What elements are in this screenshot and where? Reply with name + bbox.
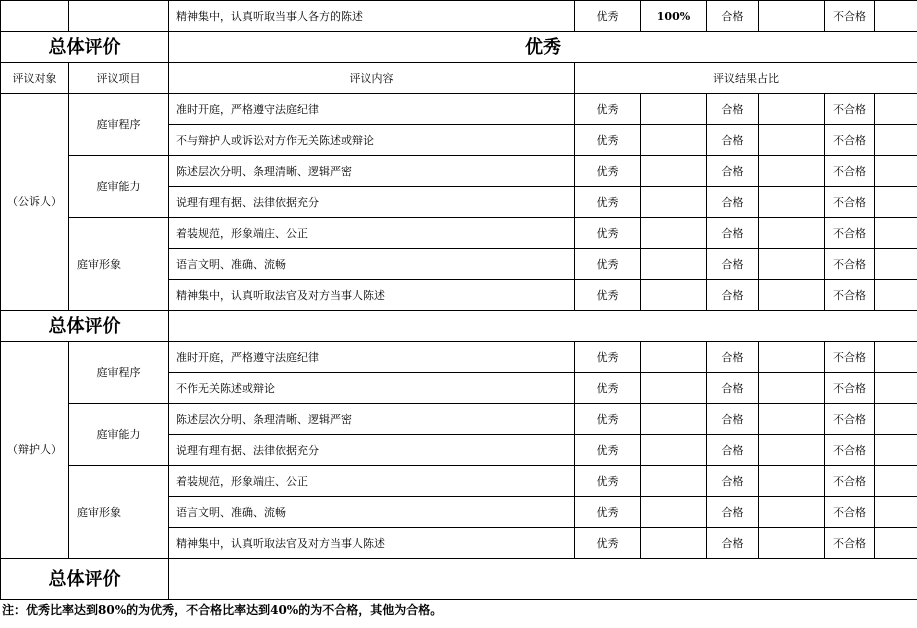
- option-fail: 不合格: [825, 187, 875, 218]
- option-pass: 合格: [707, 125, 759, 156]
- item-ability: 庭审能力: [69, 156, 169, 218]
- excellent-percentage: 100%: [641, 1, 707, 32]
- overall-label: 总体评价: [1, 32, 169, 63]
- option-excellent: 优秀: [575, 94, 641, 125]
- fail-percentage-cell: [875, 528, 917, 559]
- subject-prosecution: （公诉人）: [1, 94, 69, 311]
- excellent-percentage-cell: [641, 342, 707, 373]
- option-excellent: 优秀: [575, 125, 641, 156]
- evaluation-content: 准时开庭，严格遵守法庭纪律: [169, 342, 575, 373]
- empty-cell: [1, 1, 69, 32]
- option-excellent: 优秀: [575, 156, 641, 187]
- header-row: [1, 63, 917, 94]
- fail-percentage-cell: [875, 404, 917, 435]
- option-pass: 合格: [707, 187, 759, 218]
- option-excellent: 优秀: [575, 497, 641, 528]
- excellent-percentage-cell: [641, 466, 707, 497]
- fail-percentage-cell: [875, 280, 917, 311]
- option-fail: 不合格: [825, 528, 875, 559]
- option-fail: 不合格: [825, 497, 875, 528]
- fail-percentage-cell: [875, 1, 917, 32]
- evaluation-content: 说理有理有据、法律依据充分: [169, 435, 575, 466]
- item-procedure: 庭审程序: [69, 94, 169, 156]
- pass-percentage-cell: [759, 497, 825, 528]
- pass-percentage-cell: [759, 1, 825, 32]
- item-ability: 庭审能力: [69, 404, 169, 466]
- pass-percentage-cell: [759, 466, 825, 497]
- excellent-percentage-cell: [641, 218, 707, 249]
- evaluation-content: 着装规范，形象端庄、公正: [169, 466, 575, 497]
- option-excellent: 优秀: [575, 435, 641, 466]
- option-excellent: 优秀: [575, 249, 641, 280]
- option-pass: 合格: [707, 342, 759, 373]
- fail-percentage-cell: [875, 125, 917, 156]
- option-fail: 不合格: [825, 156, 875, 187]
- option-fail: 不合格: [825, 94, 875, 125]
- option-excellent: 优秀: [575, 1, 641, 32]
- pass-percentage-cell: [759, 528, 825, 559]
- excellent-percentage-cell: [641, 249, 707, 280]
- fail-percentage-cell: [875, 249, 917, 280]
- overall-label: 总体评价: [1, 559, 169, 600]
- evaluation-content: 精神集中，认真听取法官及对方当事人陈述: [169, 280, 575, 311]
- option-fail: 不合格: [825, 466, 875, 497]
- evaluation-content: 陈述层次分明、条理清晰、逻辑严密: [169, 156, 575, 187]
- table-row: [1, 404, 917, 435]
- option-pass: 合格: [707, 218, 759, 249]
- evaluation-content: 着装规范，形象端庄、公正: [169, 218, 575, 249]
- evaluation-content: 语言文明、准确、流畅: [169, 497, 575, 528]
- option-fail: 不合格: [825, 125, 875, 156]
- evaluation-content: 准时开庭，严格遵守法庭纪律: [169, 94, 575, 125]
- option-fail: 不合格: [825, 249, 875, 280]
- option-fail: 不合格: [825, 404, 875, 435]
- evaluation-content: 说理有理有据、法律依据充分: [169, 187, 575, 218]
- pass-percentage-cell: [759, 373, 825, 404]
- option-fail: 不合格: [825, 1, 875, 32]
- pass-percentage-cell: [759, 435, 825, 466]
- option-fail: 不合格: [825, 373, 875, 404]
- table-row: [1, 466, 917, 497]
- option-pass: 合格: [707, 497, 759, 528]
- excellent-percentage-cell: [641, 497, 707, 528]
- excellent-percentage-cell: [641, 187, 707, 218]
- fail-percentage-cell: [875, 156, 917, 187]
- overall-label: 总体评价: [1, 311, 169, 342]
- option-fail: 不合格: [825, 435, 875, 466]
- option-pass: 合格: [707, 466, 759, 497]
- overall-row: [1, 32, 917, 63]
- fail-percentage-cell: [875, 218, 917, 249]
- fail-percentage-cell: [875, 94, 917, 125]
- pass-percentage-cell: [759, 280, 825, 311]
- overall-row: [1, 559, 917, 600]
- evaluation-content: 语言文明、准确、流畅: [169, 249, 575, 280]
- item-procedure: 庭审程序: [69, 342, 169, 404]
- table-row: [1, 94, 917, 125]
- option-excellent: 优秀: [575, 280, 641, 311]
- header-item: 评议项目: [69, 63, 169, 94]
- pass-percentage-cell: [759, 94, 825, 125]
- excellent-percentage-cell: [641, 94, 707, 125]
- evaluation-content: 精神集中，认真听取当事人各方的陈述: [169, 1, 575, 32]
- overall-value: 优秀: [169, 32, 917, 63]
- evaluation-content: 不与辩护人或诉讼对方作无关陈述或辩论: [169, 125, 575, 156]
- overall-value-cell: [169, 559, 917, 600]
- excellent-percentage-cell: [641, 528, 707, 559]
- pass-percentage-cell: [759, 218, 825, 249]
- option-fail: 不合格: [825, 342, 875, 373]
- option-pass: 合格: [707, 404, 759, 435]
- fail-percentage-cell: [875, 497, 917, 528]
- option-pass: 合格: [707, 373, 759, 404]
- table-row: [1, 156, 917, 187]
- item-image: 庭审形象: [69, 466, 169, 559]
- evaluation-content: 陈述层次分明、条理清晰、逻辑严密: [169, 404, 575, 435]
- top-table-row: [1, 1, 917, 32]
- evaluation-content: 不作无关陈述或辩论: [169, 373, 575, 404]
- excellent-percentage-cell: [641, 435, 707, 466]
- excellent-percentage-cell: [641, 125, 707, 156]
- fail-percentage-cell: [875, 342, 917, 373]
- overall-value-cell: [169, 311, 917, 342]
- fail-percentage-cell: [875, 373, 917, 404]
- pass-percentage-cell: [759, 125, 825, 156]
- option-excellent: 优秀: [575, 218, 641, 249]
- header-result: 评议结果占比: [575, 63, 917, 94]
- option-excellent: 优秀: [575, 528, 641, 559]
- option-excellent: 优秀: [575, 342, 641, 373]
- table-row: [1, 342, 917, 373]
- option-pass: 合格: [707, 280, 759, 311]
- option-pass: 合格: [707, 435, 759, 466]
- footnote: 注：优秀比率达到80%的为优秀，不合格比率达到40%的为不合格，其他为合格。: [2, 603, 443, 617]
- header-subject: 评议对象: [1, 63, 69, 94]
- option-pass: 合格: [707, 94, 759, 125]
- option-fail: 不合格: [825, 218, 875, 249]
- pass-percentage-cell: [759, 404, 825, 435]
- pass-percentage-cell: [759, 249, 825, 280]
- excellent-percentage-cell: [641, 156, 707, 187]
- option-pass: 合格: [707, 156, 759, 187]
- option-pass: 合格: [707, 249, 759, 280]
- excellent-percentage-cell: [641, 280, 707, 311]
- overall-row: [1, 311, 917, 342]
- option-excellent: 优秀: [575, 187, 641, 218]
- pass-percentage-cell: [759, 342, 825, 373]
- item-image: 庭审形象: [69, 218, 169, 311]
- option-excellent: 优秀: [575, 466, 641, 497]
- option-fail: 不合格: [825, 280, 875, 311]
- option-pass: 合格: [707, 528, 759, 559]
- pass-percentage-cell: [759, 187, 825, 218]
- option-excellent: 优秀: [575, 373, 641, 404]
- option-pass: 合格: [707, 1, 759, 32]
- subject-defense: （辩护人）: [1, 342, 69, 559]
- fail-percentage-cell: [875, 435, 917, 466]
- pass-percentage-cell: [759, 156, 825, 187]
- option-excellent: 优秀: [575, 404, 641, 435]
- header-content: 评议内容: [169, 63, 575, 94]
- evaluation-content: 精神集中，认真听取法官及对方当事人陈述: [169, 528, 575, 559]
- excellent-percentage-cell: [641, 373, 707, 404]
- excellent-percentage-cell: [641, 404, 707, 435]
- fail-percentage-cell: [875, 187, 917, 218]
- empty-cell: [69, 1, 169, 32]
- table-row: [1, 218, 917, 249]
- fail-percentage-cell: [875, 466, 917, 497]
